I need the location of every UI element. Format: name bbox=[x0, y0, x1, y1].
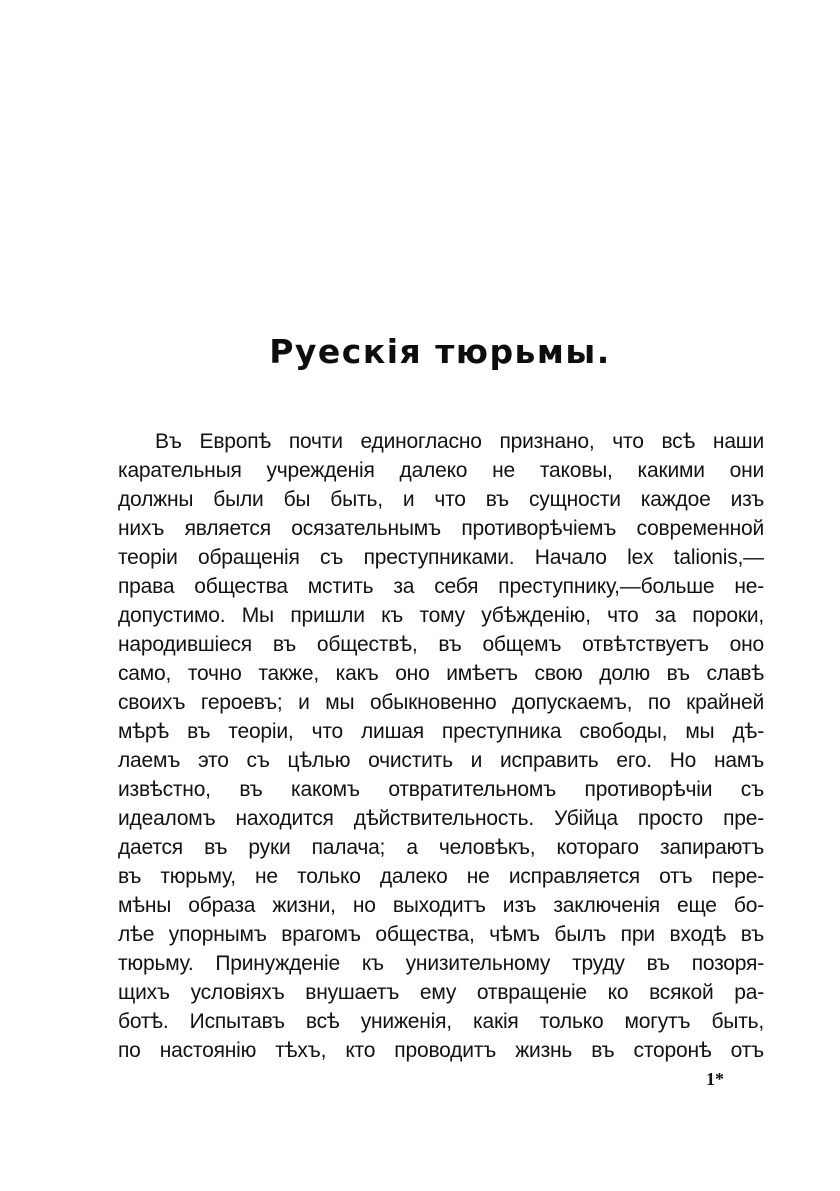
text-line: само, точно также, какъ оно имѣетъ свою долю въ славѣ bbox=[118, 662, 764, 685]
text-line: мѣрѣ въ теоріи, что лишая преступника свободы, мы дѣ- bbox=[118, 720, 764, 743]
page-number: 1* bbox=[706, 1069, 724, 1089]
text-line: лѣе упорнымъ врагомъ общества, чѣмъ былъ при входѣ въ bbox=[118, 923, 764, 946]
text-line: въ тюрьму, не только далеко не исправляется отъ пере- bbox=[118, 865, 764, 888]
text-line: ботѣ. Испытавъ всѣ униженія, какія только могутъ быть, bbox=[118, 1010, 764, 1033]
text-line: тюрьму. Принужденіе къ унизительному труду въ позоря- bbox=[118, 952, 764, 975]
body-paragraph bbox=[118, 427, 764, 1065]
text-line: карательныя учрежденія далеко не таковы, какими они bbox=[118, 459, 764, 482]
text-line: права общества мстить за себя преступнику,—больше не- bbox=[118, 575, 764, 598]
text-line: народившіеся въ обществѣ, въ общемъ отвѣтствуетъ оно bbox=[118, 633, 764, 656]
text-line: идеаломъ находится дѣйствительность. Убійца просто пре- bbox=[118, 807, 764, 830]
text-line: должны были бы быть, и что въ сущности каждое изъ bbox=[118, 488, 764, 511]
text-line: лаемъ это съ цѣлью очистить и исправить его. Но намъ bbox=[118, 749, 764, 772]
text-line: извѣстно, въ какомъ отвратительномъ противорѣчіи съ bbox=[118, 778, 764, 801]
text-line: дается въ руки палача; а человѣкъ, котораго запираютъ bbox=[118, 836, 764, 859]
text-line: своихъ героевъ; и мы обыкновенно допускаемъ, по крайней bbox=[118, 691, 764, 714]
text-line: мѣны образа жизни, но выходитъ изъ заключенія еще бо- bbox=[118, 894, 764, 917]
text-line: по настоянію тѣхъ, кто проводитъ жизнь въ сторонѣ отъ bbox=[118, 1039, 764, 1062]
text-line: Въ Европѣ почти единогласно признано, что всѣ наши bbox=[155, 430, 764, 453]
chapter-title: Руескія тюрьмы. bbox=[269, 332, 611, 371]
text-line: теоріи обращенія съ преступниками. Начало lex talionis,— bbox=[118, 546, 764, 569]
text-line: щихъ условіяхъ внушаетъ ему отвращеніе ко всякой ра- bbox=[118, 981, 764, 1004]
text-line: нихъ является осязательнымъ противорѣчіемъ современной bbox=[118, 517, 764, 540]
text-line: допустимо. Мы пришли къ тому убѣжденію, что за пороки, bbox=[118, 604, 764, 627]
